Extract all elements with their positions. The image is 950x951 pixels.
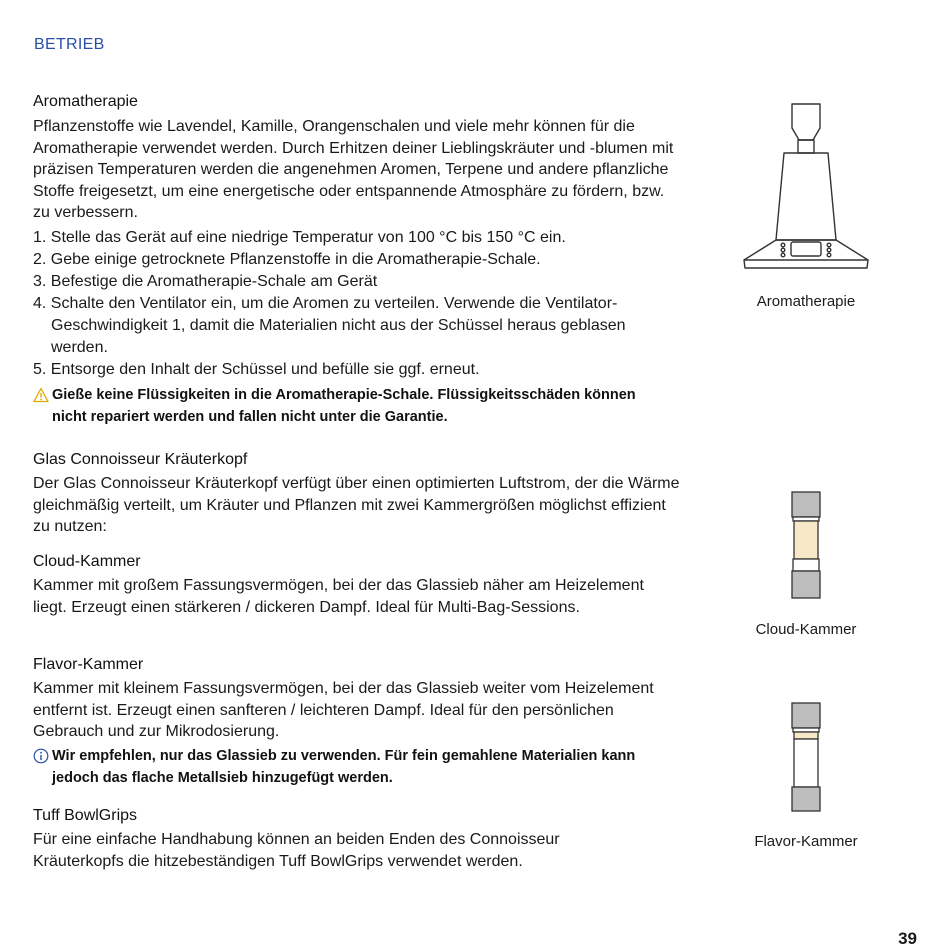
flavor-info-text: Wir empfehlen, nur das Glassieb zu verwenden. Für fein gemahlene Materialien kann jedoch das flache Metallsieb hinzugefügt werden. <box>52 747 636 786</box>
cloud-title: Cloud-Kammer <box>33 553 141 570</box>
aroma-section <box>33 92 693 428</box>
aromatherapy-device-illustration <box>740 100 875 280</box>
cloud-chamber-illustration <box>788 490 824 602</box>
aroma-step: 4. Schalte den Ventilator ein, um die Aromen zu verteilen. Verwende die Ventilator-Geschwindigkeit 1, damit die Materialien nicht aus der Schüssel heraus geblasen werden. <box>33 294 626 356</box>
flavor-info <box>33 745 672 789</box>
aroma-warning-text: Gieße keine Flüssigkeiten in die Aromatherapie-Schale. Flüssigkeitsschäden können nicht repariert werden und fallen nicht unter die Garantie. <box>52 386 636 425</box>
cloud-text: Kammer mit großem Fassungsvermögen, bei der das Glassieb näher am Heizelement liegt. Erzeugt einen stärkeren / dickeren Dampf. Ideal für Multi-Bag-Sessions. <box>33 577 644 616</box>
aroma-step: 2. Gebe einige getrocknete Pflanzenstoffe in die Aromatherapie-Schale. <box>33 250 541 268</box>
cloud-section <box>33 552 693 618</box>
cloud-caption: Cloud-Kammer <box>755 621 857 638</box>
aroma-step: 1. Stelle das Gerät auf eine niedrige Temperatur von 100 °C bis 150 °C ein. <box>33 228 566 246</box>
aroma-caption: Aromatherapie <box>756 293 856 310</box>
section-label: BETRIEB <box>34 36 105 53</box>
flavor-chamber-illustration <box>788 701 824 813</box>
tuff-section <box>33 806 693 872</box>
glass-title: Glas Connoisseur Kräuterkopf <box>33 451 248 468</box>
flavor-caption: Flavor-Kammer <box>754 833 858 850</box>
aroma-steps <box>33 227 693 381</box>
aroma-warning <box>33 384 652 428</box>
warning-triangle-icon <box>33 387 49 403</box>
aroma-title: Aromatherapie <box>33 93 138 110</box>
flavor-title: Flavor-Kammer <box>33 656 144 673</box>
page-number: 39 <box>898 929 917 948</box>
aroma-step: 3. Befestige die Aromatherapie-Schale am Gerät <box>33 272 378 290</box>
tuff-title: Tuff BowlGrips <box>33 807 138 824</box>
glass-section <box>33 450 693 538</box>
aroma-step: 5. Entsorge den Inhalt der Schüssel und befülle sie ggf. erneut. <box>33 360 480 378</box>
tuff-text: Für eine einfache Handhabung können an beiden Enden des Connoisseur Kräuterkopfs die hitzebeständigen Tuff BowlGrips verwendet werden. <box>33 831 560 870</box>
flavor-section <box>33 655 693 789</box>
info-circle-icon <box>33 748 49 764</box>
aroma-intro: Pflanzenstoffe wie Lavendel, Kamille, Orangenschalen und viele mehr können für die Aromatherapie verwendet werden. Durch Erhitzen deiner Lieblingskräuter und -blumen mit präzisen Temperaturen werden die angenehmen Aromen, Terpene und andere pflanzliche Stoffe freigesetzt, um eine energetische oder entspannende Atmosphäre zu fördern, bzw. zu verbessern. <box>33 118 674 221</box>
flavor-text: Kammer mit kleinem Fassungsvermögen, bei der das Glassieb weiter vom Heizelement entfernt ist. Erzeugt einen sanfteren / leichteren Dampf. Ideal für den persönlichen Gebrauch und zur Mikrodosierung. <box>33 680 654 740</box>
glass-text: Der Glas Connoisseur Kräuterkopf verfügt über einen optimierten Luftstrom, der die Wärme gleichmäßig verteilt, um Kräuter und Pflanzen mit zwei Kammergrößen möglichst effizient zu nutzen: <box>33 475 680 535</box>
